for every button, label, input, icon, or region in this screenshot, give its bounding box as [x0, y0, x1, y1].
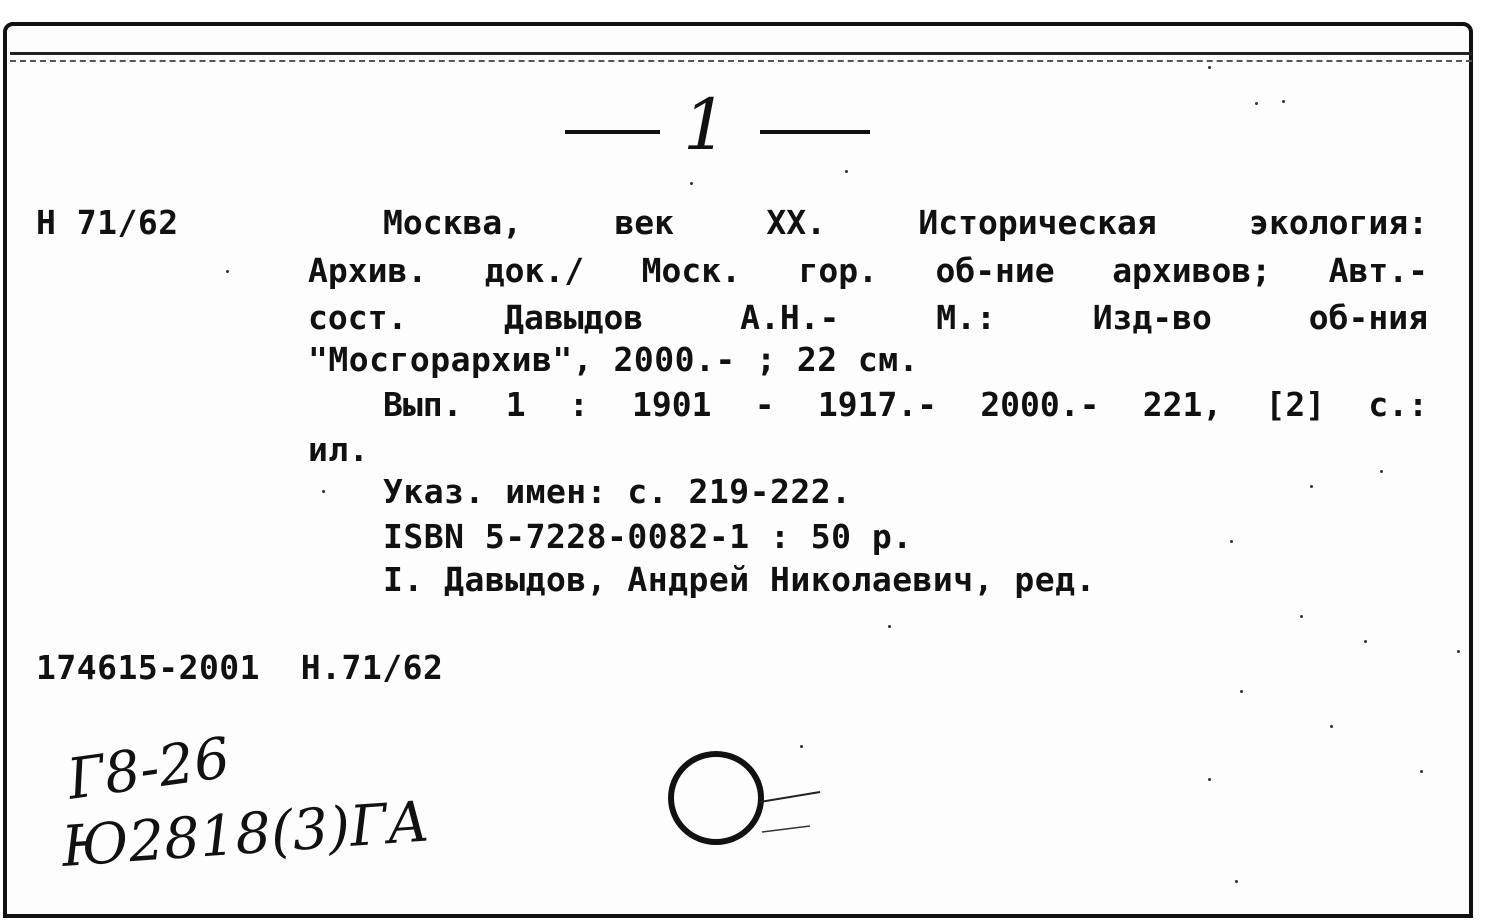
call-number: Н 71/62 [36, 203, 179, 242]
speckle [226, 270, 229, 273]
word: Моск. [641, 251, 741, 290]
title-line-1 [383, 203, 1428, 242]
title-line-3 [308, 298, 1428, 337]
word: об-ние [935, 251, 1055, 290]
word: Изд-во [1092, 298, 1212, 337]
word: Давыдов [504, 298, 644, 337]
number-mark [565, 84, 875, 166]
top-rule-dashed [10, 60, 1472, 62]
word: - [754, 385, 775, 424]
word: 1917.- [817, 385, 938, 424]
speckle [888, 625, 891, 628]
speckle [1208, 66, 1211, 69]
speckle [1380, 470, 1383, 473]
speckle [690, 182, 693, 185]
speckle [1282, 100, 1285, 103]
word: XX. [766, 203, 827, 242]
speckle [1235, 880, 1238, 883]
word: М.: [936, 298, 996, 337]
speckle [1420, 770, 1423, 773]
accession-number: 174615-2001 Н.71/62 [36, 648, 444, 687]
word: Авт.- [1328, 251, 1428, 290]
word: век [614, 203, 675, 242]
word: архивов; [1112, 251, 1272, 290]
word: сост. [308, 298, 408, 337]
word: 221, [1142, 385, 1223, 424]
speckle [1240, 690, 1243, 693]
word: 2000.- [980, 385, 1100, 424]
speckle [1364, 640, 1367, 643]
speckle [1255, 102, 1258, 105]
illustrations-line: ил. [308, 430, 370, 469]
word: Историческая [918, 203, 1157, 242]
title-line-2 [308, 251, 1428, 290]
speckle [1310, 485, 1313, 488]
word: 1901 [631, 385, 712, 424]
title-line-4: "Мосгорархив", 2000.- ; 22 см. [308, 340, 920, 379]
speckle [1208, 778, 1211, 781]
word: об-ния [1308, 298, 1428, 337]
word: Москва, [383, 203, 523, 242]
volume-line [383, 385, 1428, 424]
punch-hole [660, 740, 840, 860]
speckle [800, 745, 803, 748]
editor-line: I. Давыдов, Андрей Николаевич, ред. [383, 560, 1096, 599]
word: [2] [1265, 385, 1326, 424]
speckle [1230, 540, 1233, 543]
speckle [1300, 615, 1303, 618]
word: гор. [798, 251, 878, 290]
word: 1 [505, 385, 526, 424]
handwritten-note-1: Г8-26 [63, 725, 234, 813]
handwritten-note-2: Ю2818(3)ГА [59, 789, 432, 880]
word: с.: [1368, 385, 1428, 424]
word: Архив. [308, 251, 428, 290]
top-rule [10, 52, 1472, 55]
speckle [845, 170, 848, 173]
isbn-line: ISBN 5-7228-0082-1 : 50 р. [383, 517, 913, 556]
index-note: Указ. имен: с. 219-222. [383, 472, 852, 511]
word: док./ [484, 251, 585, 290]
speckle [322, 490, 325, 493]
word: экология: [1249, 203, 1428, 242]
number-mark-digit: 1 [683, 84, 728, 166]
speckle [1330, 725, 1333, 728]
speckle [1457, 650, 1460, 653]
word: Вып. [383, 385, 463, 424]
word: : [568, 385, 589, 424]
word: А.Н.- [740, 298, 840, 337]
